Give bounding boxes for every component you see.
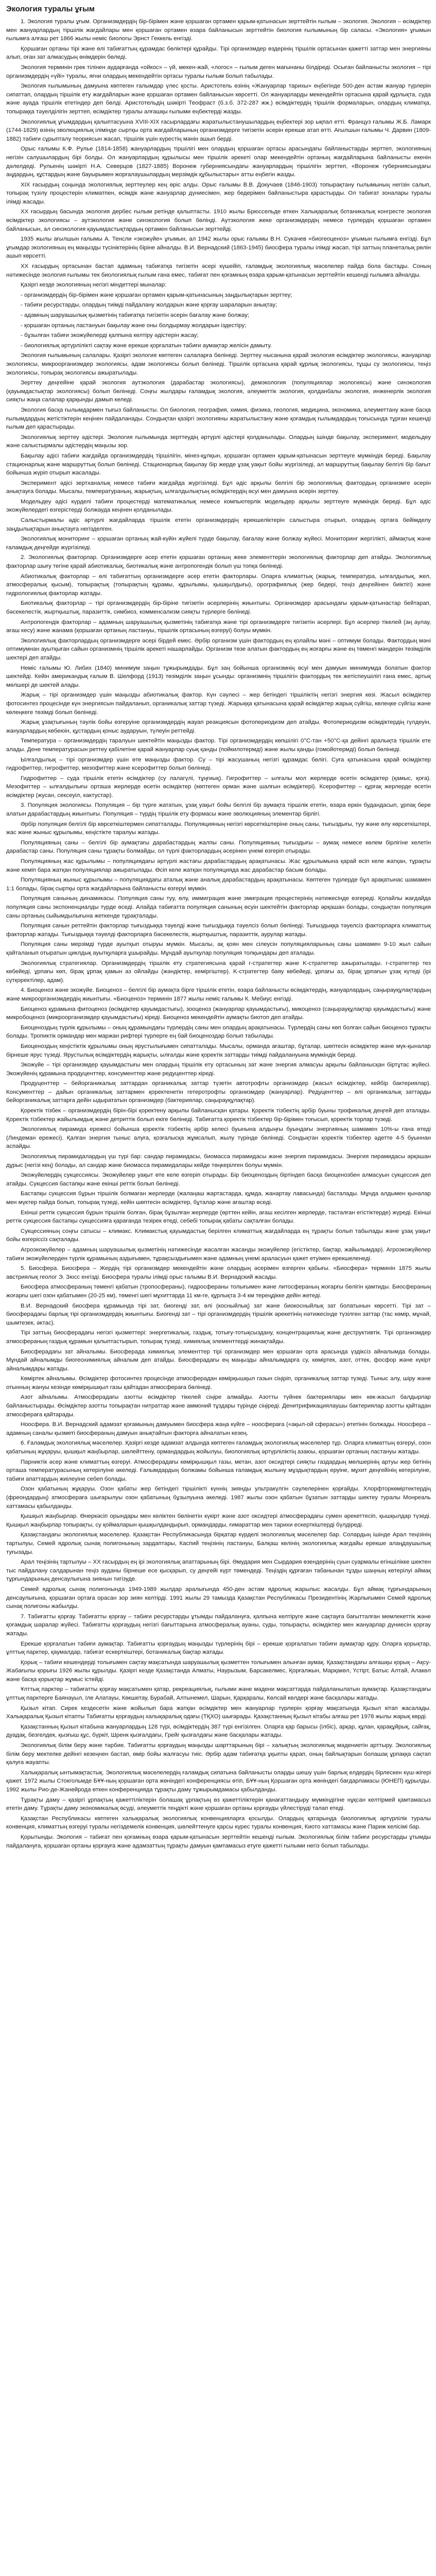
body-paragraph: XIX ғасырдың соңында экологиялық зерттеулер кең өріс алды. Орыс ғалымы В.В. Докучаев (1846-1903) топырақтану ғылымының негізін салып, топырақ түзілу процестерін климатпен, өсімдік және жануарлар дүниесімен, жер бедерімен байланыстыра қарастырды. Ол табиғат зоналары туралы ілімді жасады. xyxy=(6,181,431,205)
body-paragraph: Тұрақты даму – қазіргі ұрпақтың қажеттіліктерін болашақ ұрпақтың өз қажеттіліктерін қанағаттандыру мүмкіндігіне нұқсан келтірмей қамтамасыз ететін даму. Тұрақты даму экономикалық өсуді, әлеуметтік теңдікті және қоршаған ортаны қорғауды үйлестіруді талап етеді. xyxy=(6,1797,431,1812)
body-paragraph: Экологиялық ұғымдардың қалыптасуына XVIII-XIX ғасырлардағы жаратылыстанушылардың еңбектері зор ықпал етті. Француз ғалымы Ж.Б. Ламарк (1744-1829) өзінің эволюциялық ілімінде сыртқы орта жағдайларының организмдерге тигізетін әсерін ерекше атап өтті. Ағылшын ғалымы Ч. Дарвин (1809-1882) табиғи сұрыпталу теориясын жасап, тіршілік үшін күрестің мәнін ашып берді. xyxy=(6,118,431,142)
body-paragraph: Қышқыл жаңбырлар. Өнеркәсіп орындары мен көліктен бөлінетін күкірт және азот оксидтері атмосферадағы сумен әрекеттесіп, қышқылдар түзеді. Қышқыл жаңбырлар топырақты, су қоймаларын қышқылдандырып, ормандарды, ғимараттар мен тарихи ескерткіштерді бүлдіреді. xyxy=(6,1513,431,1528)
body-paragraph: Бастапқы сукцессия бұрын тіршілік болмаған жерлерде (жалаңаш жартастарда, құмда, жанартау лавасында) басталады. Мұнда алдымен қыналар мен мүктер пайда болып, топырақ түзеді, кейін шөптесін өсімдіктер, бұталар және ағаштар өседі. xyxy=(6,1191,431,1206)
body-paragraph: Жарық – тірі организмдер үшін маңызды абиотикалық фактор. Күн сәулесі – жер бетіндегі тіршіліктің негізгі энергия көзі. Жасыл өсімдіктер фотосинтез процесінде күн энергиясын пайдаланып, органикалық заттар түзеді. Жарыққа қатынасына қарай өсімдіктер жарық сүйгіш, көлеңке сүйгіш және көлеңкеге төзімді болып бөлінеді. xyxy=(6,692,431,716)
body-paragraph: Биоценоздың түрлік құрылымы – оның құрамындағы түрлердің саны мен олардың арақатынасы. Түрлердің саны көп болған сайын биоценоз тұрақты болады. Тропиктік ормандар мен маржан рифтері түрлерге ең бай биоценоздар болып табылады. xyxy=(6,1024,431,1040)
body-paragraph: 6. Ғаламдық экологиялық мәселелер. Қазіргі кезде адамзат алдында көптеген ғаламдық экологиялық мәселелер тұр. Оларға климаттың өзгеруі, озон қабатының жұқаруы, қышқыл жаңбырлар, шөлейттену, ормандардың жойылуы, биологиялық әртүрліліктің азаюы, қоршаған ортаның ластануы жатады. xyxy=(6,1440,431,1455)
body-paragraph: Экологиялық мониторинг – қоршаған ортаның жай-күйін жүйелі түрде бақылау, бағалау және болжау жүйесі. Мониторинг жергілікті, аймақтық және ғаламдық деңгейде жүргізіледі. xyxy=(6,536,431,551)
body-paragraph: Биотикалық факторлар – тірі организмдердің бір-біріне тигізетін әсерлерінің жиынтығы. Организмдер арасындағы қарым-қатынастар бейтарап, бәсекелестік, жыртқыштық, паразиттік, симбиоз, комменсализм сияқты түрлерге бөлінеді. xyxy=(6,600,431,615)
body-paragraph: Биоценоз құрамына фитоценоз (өсімдіктер қауымдастығы), зооценоз (жануарлар қауымдастығы), микоценоз (саңырауқұлақтар қауымдастығы) және микробоценоз (микроорганизмдер қауымдастығы) кіреді. Биоценоз мекендейтін аумақты биотоп деп атайды. xyxy=(6,1006,431,1021)
body-paragraph: Қорытынды. Экология – табиғат пен қоғамның өзара қарым-қатынасын зерттейтін кешенді ғылым. Экологиялық білім табиғи ресурстарды ұтымды пайдалануға, қоршаған ортаны қорғауға және адамзаттың тұрақты дамуын қамтамасыз етуге қажетті ғылыми негіз болып табылады. xyxy=(6,1834,431,1849)
body-paragraph: Температура – организмдердің таралуын шектейтін маңызды фактор. Тірі организмдердің көпшілігі 0°С-тан +50°С-қа дейінгі аралықта тіршілік ете алады. Дене температурасын реттеу қабілетіне қарай жануарлар суық қанды (пойкилотермді) және жылы қанды (гомойотермді) болып бөлінеді. xyxy=(6,738,431,753)
body-paragraph: Агроэкожүйелер – адамның шаруашылық қызметінің нәтижесінде жасалған жасанды экожүйелер (егістіктер, бақтар, жайылымдар). Агроэкожүйелер табиғи экожүйелерден түрлік құрамының аздығымен, тұрақсыздығымен және адамның үнемі араласуын қажет етуімен ерекшеленеді. xyxy=(6,1246,431,1262)
body-paragraph: - адамның шаруашылық қызметінің табиғатқа тигізетін әсерін бағалау және болжау; xyxy=(21,312,250,318)
body-paragraph: Арал теңізінің тартылуы – XX ғасырдың ең ірі экологиялық апаттарының бірі. Әмудария мен Сырдария өзендерінің суын суармалы егіншілікке шектен тыс пайдалану салдарынан теңіз ауданы бірнеше есе қысқарып, су деңгейі күрт төмендеді. Теңіздің құрғаған табанынан тұзды шаңның көтерілуі аймақ тұрғындарының денсаулығына зиянын тигізуде. xyxy=(6,1559,431,1583)
body-paragraph: XX ғасырдың басында экология дербес ғылым ретінде қалыптасты. 1910 жылы Брюссельде өткен Халықаралық ботаникалық конгресте экология өсімдіктер экологиясы – аутэкология және синэкология болып бөлінді. Аутэкология жеке организмдердің немесе түрлердің қоршаған ортамен байланысын, ал синэкология қауымдастықтардың ортамен байланысын зерттейді. xyxy=(6,209,431,232)
body-paragraph: Ноосфера. В.И. Вернадский адамзат қоғамының дамуымен биосфера жаңа күйге – ноосфераға («ақыл-ой сферасы») өтетінін болжады. Ноосфера – адамның саналы қызметі биосфераның дамуын анықтайтын факторға айналатын кезең. xyxy=(6,1421,431,1436)
body-paragraph: - биологиялық әртүрлілікті сақтау және ерекше қорғалатын табиғи аумақтар желісін дамыту. xyxy=(21,342,272,349)
body-paragraph: Сукцессияның соңғы сатысы – климакс. Климакстық қауымдастық берілген климаттық жағдайларда ең тұрақты болып табылады және ұзақ уақыт бойы өзгеріссіз сақталады. xyxy=(6,1228,431,1243)
body-paragraph: Популяция санын реттейтін факторлар тығыздыққа тәуелді және тығыздыққа тәуелсіз болып бөлінеді. Тығыздыққа тәуелсіз факторларға климаттық факторлар жатады. Тығыздыққа тәуелді факторларға бәсекелестік, жыртқыштық, паразиттік, аурулар жатады. xyxy=(6,923,431,938)
body-paragraph: Әрбір популяция белгілі бір көрсеткіштермен сипатталады. Популяцияның негізгі көрсеткіштеріне оның саны, тығыздығы, туу және өлу көрсеткіштері, жас және жыныс құрылымы, кеңістікте таралуы жатады. xyxy=(6,821,431,836)
body-paragraph: Бақылау әдісі табиғи жағдайда организмдердің тіршілігін, мінез-құлқын, қоршаған ортамен қарым-қатынасын зерттеуге мүмкіндік береді. Бақылау стационарлық және маршруттық болып бөлінеді. Стационарлық бақылау бір жерде ұзақ уақыт бойы жүргізіледі, ал маршруттық бақылау белгілі бір бағыт бойынша жүріп отырып жасалады. xyxy=(6,452,431,477)
body-paragraph: Экологиялық пирамидалардың үш түрі бар: сандар пирамидасы, биомасса пирамидасы және энергия пирамидасы. Энергия пирамидасы әрқашан дұрыс (негізі кең) болады, ал сандар және биомасса пирамидалары кейде төңкерілген болуы мүмкін. xyxy=(6,1154,431,1168)
body-paragraph: Эксперимент әдісі зертханалық немесе табиғи жағдайда жүргізіледі. Бұл әдіс арқылы белгілі бір экологиялық фактордың организмге әсерін анықтауға болады. Мысалы, температураның, жарықтың, ылғалдылықтың өсімдіктердің өсуі мен дамуына әсерін зерттеу. xyxy=(6,480,431,495)
body-paragraph: Азот айналымы. Атмосферадағы азотты өсімдіктер тікелей сіңіре алмайды. Азотты түйнек бактериялары мен көк-жасыл балдырлар байланыстырады. Өсімдіктер азотты топырақтан нитраттар және аммоний тұздары түрінде сіңіреді. Денитрификациялаушы бактериялар азотты қайтадан атмосфераға қайтарады. xyxy=(6,1394,431,1418)
body-paragraph: - бұзылған табиғи экожүйелерді қалпына келтіру әдістерін жасау; xyxy=(21,332,199,339)
body-paragraph: - қоршаған ортаның ластануын бақылау және оны болдырмау жолдарын іздестіру; xyxy=(21,322,247,329)
body-paragraph: Популяцияның саны – белгілі бір аумақтағы дарабастардың жалпы саны. Популяцияның тығыздығы – аумақ немесе көлем бірлігіне келетін дарабастар саны. Популяция саны тұрақты болмайды, ол түрлі факторлардың әсерінен үнемі өзгеріп отырады. xyxy=(6,839,431,855)
body-paragraph: Парниктік әсер және климаттың өзгеруі. Атмосферадағы көмірқышқыл газы, метан, азот оксидтері сияқты газдардың мөлшерінің артуы жер бетінің орташа температурасының көтерілуіне әкеледі. Ғалымдардың болжамы бойынша ғаламдық жылыну мұздықтардың еруіне, мұхит деңгейінің көтерілуіне, табиғи апаттардың жиілеуіне себеп болады. xyxy=(6,1459,431,1482)
body-paragraph: Экология басқа ғылымдармен тығыз байланысты. Ол биология, география, химия, физика, геология, медицина, экономика, әлеуметтану және басқа ғылымдардың жетістіктерін кеңінен пайдаланады. Сондықтан қазіргі экологияны жаратылыстану және қоғамдық ғылымдардың тоғысында тұрған кешенді ғылым деп қарастырады. xyxy=(6,406,431,431)
body-paragraph: Неміс ғалымы Ю. Либих (1840) минимум заңын тұжырымдады. Бұл заң бойынша организмнің өсуі мен дамуын минимумда болатын фактор шектейді. Кейін американдық ғалым В. Шелфорд (1913) төзімділік заңын ұсынды: организмнің тіршілігін фактордың тек жетіспеушілігі ғана емес, артық мөлшері де шектей алады. xyxy=(6,665,431,688)
body-paragraph: Зерттеу деңгейіне қарай экология аутэкология (дарабастар экологиясы), демэкология (популяциялар экологиясы) және синэкология (қауымдастықтар экологиясы) болып бөлінеді. Соңғы жылдары ғаламдық экология, әлеуметтік экология, қолданбалы экология, инженерлік экология сияқты жаңа салалар қарқынды дамып келеді. xyxy=(6,380,431,403)
body-paragraph: Қазақстанның Қызыл кітабына жануарлардың 128 түрі, өсімдіктердің 387 түрі енгізілген. Оларға қар барысы (ілбіс), арқар, құлан, қарақұйрық, сайғақ, дуадақ, безгелдек, қызғыш құс, бүркіт, Шренк қызғалдағы, Грейг қызғалдағы және басқалары жатады. xyxy=(6,1723,431,1739)
body-paragraph: Экологиялық пирамида ережесі бойынша қоректік тізбектің әрбір келесі буынына алдыңғы буындағы энергияның шамамен 10%-ы ғана өтеді (Линдеман ережесі). Қалған энергия тыныс алуға, қозғалысқа жұмсалып, жылу түрінде бөлінеді. Сондықтан қоректік тізбектер әдетте 4-5 буыннан аспайды. xyxy=(6,1126,431,1150)
body-paragraph: 3. Популяция экологиясы. Популяция – бір түрге жататын, ұзақ уақыт бойы белгілі бір аумақта тіршілік ететін, өзара еркін будандасып, ұрпақ бере алатын дарабастардың жиынтығы. Популяция – түрдің тіршілік ету формасы және эволюцияның элементар бірлігі. xyxy=(6,802,431,818)
body-paragraph: 1. Экология туралы ұғым. Организмдердің бір-бірімен және қоршаған ортамен қарым-қатынасын зерттейтін ғылым – экология. Экология – өсімдіктер мен жануарлардың тіршілік жағдайлары мен қоршаған ортамен өзара байланысын зерттейтін биология ғылымының бір саласы. «Экология» ұғымын ғылымға алғаш рет 1866 жылы неміс биологы Эрнст Геккель енгізді. xyxy=(6,19,431,42)
body-paragraph: Популяция санының динамикасы. Популяция саны туу, өлу, иммиграция және эмиграция процестерінің нәтижесінде өзгереді. Қолайлы жағдайда популяция саны экспоненциалды түрде өседі. Алайда табиғатта популяция санының өсуін шектейтін факторлар әрқашан болады, сондықтан популяция саны ортаның сыйымдылығына жеткенде тұрақталады. xyxy=(6,895,431,919)
body-paragraph: Ерекше қорғалатын табиғи аумақтар. Табиғатты қорғаудың маңызды түрлерінің бірі – ерекше қорғалатын табиғи аумақтар құру. Оларға қорықтар, ұлттық парктер, қаумалдар, табиғат ескерткіштері, ботаникалық бақтар жатады. xyxy=(6,1640,431,1656)
body-paragraph: XX ғасырдың ортасынан бастап адамның табиғатқа тигізетін әсері күшейіп, ғаламдық экологиялық мәселелер пайда бола бастады. Соның нәтижесінде экология ғылымы тек биологиялық ғылым ғана емес, табиғат пен қоғамның өзара қарым-қатынасын зерттейтін кешенді ғылымға айналды. xyxy=(6,263,431,278)
body-paragraph: Көміртек айналымы. Өсімдіктер фотосинтез процесінде атмосферадан көмірқышқыл газын сіңіріп, органикалық заттар түзеді. Тыныс алу, шіру және отынның жануы кезінде көмірқышқыл газы қайтадан атмосфераға бөлінеді. xyxy=(6,1376,431,1391)
body-paragraph: - организмдердің бір-бірімен және қоршаған ортамен қарым-қатынасының заңдылықтарын зерттеу; xyxy=(21,292,292,298)
body-paragraph: Екінші реттік сукцессия бұрын тіршілік болған, бірақ бұзылған жерлерде (өрттен кейін, ағаш кесілген жерлерде, тасталған егістіктерде) жүреді. Екінші реттік сукцессия бастапқы сукцессияға қарағанда тезірек өтеді, себебі топырақ қабаты сақталған болады. xyxy=(6,1209,431,1225)
body-paragraph: Экологиялық факторлардың организмдерге әсері бірдей емес. Әрбір организм үшін фактордың ең қолайлы мәні – оптимум болады. Фактордың мәні оптимумнан ауытқыған сайын организмнің тіршілік әрекеті нашарлайды. Организм төзе алатын фактордың ең жоғарғы және ең төменгі мәндерін төзімділік шектері деп атайды. xyxy=(6,637,431,661)
body-paragraph: Жарық ұзақтығының тәулік бойы өзгеруіне организмдердің жауап реакциясын фотопериодизм деп атайды. Фотопериодизм өсімдіктердің гүлдеуін, жануарлардың көбеюін, құстардың қоныс аударуын, түлеуін реттейді. xyxy=(6,719,431,734)
body-paragraph: Қызыл кітап. Сирек кездесетін және жойылып бара жатқан өсімдіктер мен жануарлар түрлерін қорғау мақсатында Қызыл кітап жасалады. Халықаралық Қызыл кітапты Табиғатты қорғаудың халықаралық одағы (ТҚХО) шығарады. Қазақстанның Қызыл кітабы алғаш рет 1978 жылы жарық көрді. xyxy=(6,1705,431,1720)
body-paragraph: Экология ғылымының дамуына көптеген ғалымдар үлес қосты. Аристотель өзінің «Жануарлар тарихы» еңбегінде 500-ден астам жануар түрлерін сипаттап, олардың тіршілік ету жағдайларын және қоршаған ортамен байланысын көрсетті. Ол жануарларды мекендейтін ортасына қарай құрлықта, суда және ауада тіршілік ететіндер деп бөлді. Аристотельдің шәкірті Теофраст (б.з.б. 372-287 жж.) өсімдіктердің тіршілік формаларын, олардың климатқа, топыраққа тәуелділігін зерттеп, өсімдіктер туралы алғашқы ғылыми еңбектерді жазды. xyxy=(6,83,431,115)
body-paragraph: Экологиялық білім беру және тәрбие. Табиғатты қорғаудың маңызды шарттарының бірі – халықтың экологиялық мәдениетін арттыру. Экологиялық білім беру мектепке дейінгі кезеңнен бастап, өмір бойы жалғасуы тиіс. Әрбір адам табиғатқа ұқыпты қарап, оның байлықтарын болашақ ұрпаққа сақтап қалуға жауапты. xyxy=(6,1742,431,1766)
body-paragraph: Тірі заттың биосферадағы негізгі қызметтері: энергетикалық, газдық, тотығу-тотықсыздану, концентрациялық және деструктивтік. Тірі организмдер атмосфераның газдық құрамын қалыптастырып, топырақ түзеді, химиялық элементтерді жинақтайды. xyxy=(6,1330,431,1345)
body-paragraph: Модельдеу әдісі күрделі табиғи процестерді математикалық немесе компьютерлік модельдер арқылы зерттеуге мүмкіндік береді. Бұл әдіс экожүйелердегі өзгерістерді болжауда кеңінен қолданылады. xyxy=(6,498,431,514)
body-paragraph: 5. Биосфера. Биосфера – Жердің тірі организмдер мекендейтін және олардың әсерімен өзгерген қабығы. «Биосфера» терминін 1875 жылы австриялық геолог Э. Зюсс енгізді. Биосфера туралы ілімді орыс ғалымы В.И. Вернадский жасады. xyxy=(6,1265,431,1280)
body-paragraph: Қазақстан Республикасы көптеген халықаралық экологиялық конвенцияларға қосылды. Олардың қатарында биологиялық әртүрлілік туралы конвенция, климаттың өзгеруі туралы негіздемелік конвенция, шөлейттенуге қарсы күрес туралы конвенция, Киото хаттамасы және Париж келісімі бар. xyxy=(6,1815,431,1831)
body-paragraph: Экология терминін грек тілінен аударғанда «ойкос» – үй, мекен-жай, «логос» – ғылым деген мағынаны білдіреді. Осыған байланысты экология – тірі организмдердің «үйі» туралы, яғни олардың мекендейтін ортасы туралы ғылым болып табылады. xyxy=(6,64,431,79)
body-paragraph: Биоценоздың кеңістіктік құрылымы оның ярустылығымен сипатталады. Мысалы, орманда ағаштар, бұталар, шөптесін өсімдіктер және мүк-қыналар бірнеше ярус түзеді. Ярустылық өсімдіктердің жарықты, ылғалды және қоректік заттарды тиімді пайдалануына мүмкіндік береді. xyxy=(6,1043,431,1058)
body-paragraph: Экологиялық зерттеу әдістері. Экология ғылымында зерттеудің әртүрлі әдістері қолданылады. Олардың ішінде бақылау, эксперимент, модельдеу және салыстырмалы әдістердің маңызы зор. xyxy=(6,434,431,449)
body-paragraph: Қорық – табиғи кешендерді толығымен сақтау мақсатында шаруашылық қызметтен толығымен алынған аумақ. Қазақстандағы алғашқы қорық – Ақсу-Жабағылы қорығы 1926 жылы құрылды. Қазіргі кезде Қазақстанда Алматы, Наурызым, Барсакелмес, Қорғалжын, Марқакөл, Үстірт, Батыс Алтай, Алакөл және басқа қорықтар жұмыс істейді. xyxy=(6,1659,431,1683)
body-paragraph: Экожүйелердің сукцессиясы. Экожүйелер уақыт өте келе өзгеріп отырады. Бір биоценоздың біртіндеп басқа биоценозбен алмасуын сукцессия деп атайды. Сукцессия бастапқы және екінші реттік болып бөлінеді. xyxy=(6,1172,431,1187)
body-paragraph: Экожүйе – тірі организмдер қауымдастығы мен олардың тіршілік ету ортасының зат және энергия алмасуы арқылы байланысқан біртұтас жүйесі. Экожүйенің құрамына продуценттер, консументтер және редуценттер кіреді. xyxy=(6,1062,431,1077)
body-paragraph: Антропогендік факторлар – адамның шаруашылық қызметінің табиғатқа және тірі организмдерге тигізетін әсерлері. Бұл әсерлер тікелей (аң аулау, ағаш кесу) және жанама (қоршаған ортаның ластануы, тіршілік ортасының өзгеруі) болуы мүмкін. xyxy=(6,619,431,634)
body-paragraph: Популяцияның жыныс құрылымы – популяциядағы аталық және аналық дарабастардың арақатынасы. Көптеген түрлерде бұл арақатынас шамамен 1:1 болады, бірақ сыртқы орта жағдайларына байланысты өзгеруі мүмкін. xyxy=(6,877,431,892)
body-paragraph: Халықаралық ынтымақтастық. Экологиялық мәселелердің ғаламдық сипатына байланысты оларды шешу үшін барлық елдердің бірлескен күш-жігері қажет. 1972 жылы Стокгольмде БҰҰ-ның қоршаған орта жөніндегі конференциясы өтіп, БҰҰ-ның Қоршаған орта жөніндегі бағдарламасы (ЮНЕП) құрылды. 1992 жылы Рио-де-Жанейрода өткен конференцияда тұрақты даму тұжырымдамасы қабылданды. xyxy=(6,1769,431,1793)
body-paragraph: Популяцияның жас құрылымы – популяциядағы әртүрлі жастағы дарабастардың арақатынасы. Жас құрылымына қарай өсіп келе жатқан, тұрақты және кеміп бара жатқан популяциялар ажыратылады. Өсіп келе жатқан популяцияда жас дарабастар басым болады. xyxy=(6,858,431,873)
body-paragraph: Озон қабатының жұқаруы. Озон қабаты жер бетіндегі тіршілікті күннің зиянды ультракүлгін сәулелерінен қорғайды. Хлорфторкөміртектердің (фреондардың) атмосфераға шығарылуы озон қабатының бұзылуына әкеледі. 1987 жылы озон қабатын бұзатын заттарды шектеу туралы Монреаль хаттамасы қабылданды. xyxy=(6,1486,431,1510)
body-paragraph: Орыс ғалымы К.Ф. Рулье (1814-1858) жануарлардың тіршілігі мен олардың қоршаған ортасы арасындағы байланыстарды зерттеп, экологияның негізін салушылардың бірі болды. Ол жануарлардың құрылысы мен тіршілік әрекеті олар мекендейтін ортаның жағдайларына байланысты екенін дәлелдеді. Рульенің шәкірті Н.А. Северцов (1827-1885) Воронеж губерниясындағы жануарлардың тіршілігін зерттеп, «Воронеж губерниясындағы аңдардың, құстардың және бауырымен жорғалаушылардың мерзімдік құбылыстары» атты еңбегін жазды. xyxy=(6,146,431,178)
body-paragraph: Гидрофиттер – суда тіршілік ететін өсімдіктер (су лалагүлі, тұңғиық). Гигрофиттер – ылғалы мол жерлерде өсетін өсімдіктер (қамыс, қоға). Мезофиттер – ылғалдылығы орташа жерлерде өсетін өсімдіктер (көптеген орман және шалғын өсімдіктері). Ксерофиттер – құрғақ жерлерде өсетін өсімдіктер (жусан, сексеуіл, кактустар). xyxy=(6,775,431,799)
body-paragraph: Биосфера атмосфераның төменгі қабатын (тропосфераны), гидросфераны толығымен және литосфераның жоғарғы бөлігін қамтиды. Биосфераның жоғарғы шегі озон қабатымен (20-25 км), төменгі шегі мұхиттарда 11 км-ге, құрлықта 3-4 км тереңдікке дейін жетеді. xyxy=(6,1284,431,1299)
body-paragraph: Салыстырмалы әдіс әртүрлі жағдайларда тіршілік ететін организмдердің ерекшеліктерін салыстыра отырып, олардың ортаға бейімделу заңдылықтарын анықтауға негізделген. xyxy=(6,517,431,532)
body-paragraph: Экология ғылымының салалары. Қазіргі экология көптеген салаларға бөлінеді. Зерттеу нысанына қарай экология өсімдіктер экологиясы, жануарлар экологиясы, микроорганизмдер экологиясы, адам экологиясы болып бөлінеді. Тіршілік ортасына қарай құрлық экологиясы, тұщы су экологиясы, теңіз экологиясы, топырақ экологиясы ажыратылады. xyxy=(6,352,431,376)
body-paragraph: Семей ядролық сынақ полигонында 1949-1989 жылдар аралығында 450-ден астам ядролық жарылыс жасалды. Бұл аймақ тұрғындарының денсаулығына, қоршаған ортаға орасан зор зиян келтірді. 1991 жылы 29 тамызда Қазақстан Республикасы Президентінің Жарлығымен Семей ядролық сынақ полигоны жабылды. xyxy=(6,1586,431,1610)
document-title: Экология туралы ұғым xyxy=(6,5,95,13)
body-paragraph: Қазіргі кезде экологияның негізгі міндеттері мыналар: xyxy=(21,282,167,289)
body-paragraph: Абиотикалық факторлар – өлі табиғаттың организмдерге әсер ететін факторлары. Оларға климаттық (жарық, температура, ылғалдылық, жел, атмосфералық қысым), топырақтық (топырақтың құрамы, құрылымы, қышқылдығы), орографиялық (жер бедері, теңіз деңгейінен биіктігі) және гидрологиялық факторлар жатады. xyxy=(6,573,431,597)
document-body xyxy=(6,18,431,1850)
body-paragraph: Қоршаған ортаны тірі және өлі табиғаттың құрамдас бөліктері құрайды. Тірі организмдер өздерінің тіршілік ортасынан қажетті заттар мен энергияны алып, оған зат алмасудың өнімдерін бөледі. xyxy=(6,45,431,61)
body-paragraph: 4. Биоценоз және экожүйе. Биоценоз – белгілі бір аумақта бірге тіршілік ететін, өзара байланысты өсімдіктердің, жануарлардың, саңырауқұлақтардың және микроорганизмдердің жиынтығы. «Биоценоз» терминін 1877 жылы неміс ғалымы К. Мебиус енгізді. xyxy=(6,987,431,1002)
body-paragraph: В.И. Вернадский биосфера құрамында тірі зат, биогенді зат, өлі (косныйлық) зат және биокосныйлық зат болатынын көрсетті. Тірі зат – биосферадағы барлық тірі организмдердің жиынтығы. Биогенді зат – тірі организмдердің тіршілік әрекетінің нәтижесінде түзілген заттар (тас көмір, мұнай, шымтезек, әктас). xyxy=(6,1302,431,1326)
body-paragraph: Экологиялық стратегиялар. Организмдердің тіршілік ету стратегиясына қарай r-стратегтер және K-стратегтер ажыратылады. r-стратегтер тез көбейеді, ұрпағы көп, бірақ ұрпақ қамын аз ойлайды (жәндіктер, кеміргіштер). K-стратегтер баяу көбейеді, ұрпағы аз, бірақ ұрпағын ұзақ күтеді (ірі сүтқоректілер, адам). xyxy=(6,960,431,984)
body-paragraph: - табиғи ресурстарды, олардың тиімді пайдалану жолдарын және қорғау шараларын анықтау; xyxy=(21,302,277,309)
body-paragraph: Продуценттер – бейорганикалық заттардан органикалық заттар түзетін автотрофты организмдер (жасыл өсімдіктер, кейбір бактериялар). Консументтер – дайын органикалық заттармен қоректенетін гетеротрофты организмдер (жануарлар). Редуценттер – өлі органикалық заттарды бейорганикалық заттарға дейін ыдырататын организмдер (бактериялар, саңырауқұлақтар). xyxy=(6,1080,431,1104)
body-paragraph: Биосферадағы зат айналымы. Биосферада химиялық элементтер тірі организмдер мен қоршаған орта арасында үздіксіз айналымда болады. Мұндай айналымды биогеохимиялық айналым деп атайды. Биосферадағы ең маңызды айналымдарға су, көміртек, азот, оттек, фосфор және күкірт айналымдары жатады. xyxy=(6,1348,431,1372)
body-paragraph: 7. Табиғатты қорғау. Табиғатты қорғау – табиғи ресурстарды ұтымды пайдалануға, қалпына келтіруге және сақтауға бағытталған мемлекеттік және қоғамдық шаралар жүйесі. Табиғатты қорғаудың негізгі бағыттарына атмосфералық ауаны, суды, топырақты, өсімдіктер мен жануарлар дүниесін қорғау жатады. xyxy=(6,1613,431,1637)
body-paragraph: Қазақстандағы экологиялық мәселелер. Қазақстан Республикасында бірқатар күрделі экологиялық мәселелер бар. Солардың ішінде Арал теңізінің тартылуы, Семей ядролық сынақ полигонының зардаптары, Каспий теңізінің ластануы, Балқаш көлінің экологиялық жағдайы ерекше алаңдаушылық туғызады. xyxy=(6,1532,431,1555)
body-paragraph: Популяция саны мерзімді түрде ауытқып отыруы мүмкін. Мысалы, ақ қоян мен сілеусін популяцияларының саны шамамен 9-10 жыл сайын қайталанып отыратын циклдық ауытқуларға ұшырайды. Мұндай ауытқулар популяция толқындары деп аталады. xyxy=(6,941,431,956)
body-paragraph: 1935 жылы ағылшын ғалымы А. Тенсли «экожүйе» ұғымын, ал 1942 жылы орыс ғалымы В.Н. Сукачев «биогеоценоз» ұғымын ғылымға енгізді. Бұл ұғымдар экологияның ең маңызды түсініктерінің біріне айналды. В.И. Вернадский (1863-1945) биосфера туралы ілімді жасап, тірі заттың планеталық рөлін ашып көрсетті. xyxy=(6,236,431,260)
body-paragraph: 2. Экологиялық факторлар. Организмдерге әсер ететін қоршаған ортаның жеке элементтерін экологиялық факторлар деп атайды. Экологиялық факторлар шығу тегіне қарай абиотикалық, биотикалық және антропогендік болып үш топқа бөлінеді. xyxy=(6,554,431,570)
body-paragraph: Қоректік тізбек – организмдердің бірін-бірі қоректену арқылы байланысқан қатары. Қоректік тізбектің әрбір буыны трофикалық деңгей деп аталады. Қоректік тізбектер жайылымдық және детриттік болып екіге бөлінеді. Табиғатта қоректік тізбектер бір-бірімен тоғысып, қоректік торлар түзеді. xyxy=(6,1108,431,1123)
body-paragraph: Ылғалдылық – тірі организмдер үшін өте маңызды фактор. Су – тірі жасушаның негізгі құрамдас бөлігі. Суға қатынасына қарай өсімдіктер гидрофиттер, гигрофиттер, мезофиттер және ксерофиттер болып бөлінеді. xyxy=(6,756,431,772)
body-paragraph: Ұлттық парктер – табиғатты қорғау мақсатымен қатар, рекреациялық, ғылыми және мәдени мақсаттарда пайдаланылатын аумақтар. Қазақстандағы ұлттық парктерге Баянауыл, Іле Алатауы, Көкшетау, Бурабай, Алтынемел, Шарын, Қарқаралы, Көлсай көлдері және басқалары жатады. xyxy=(6,1686,431,1702)
